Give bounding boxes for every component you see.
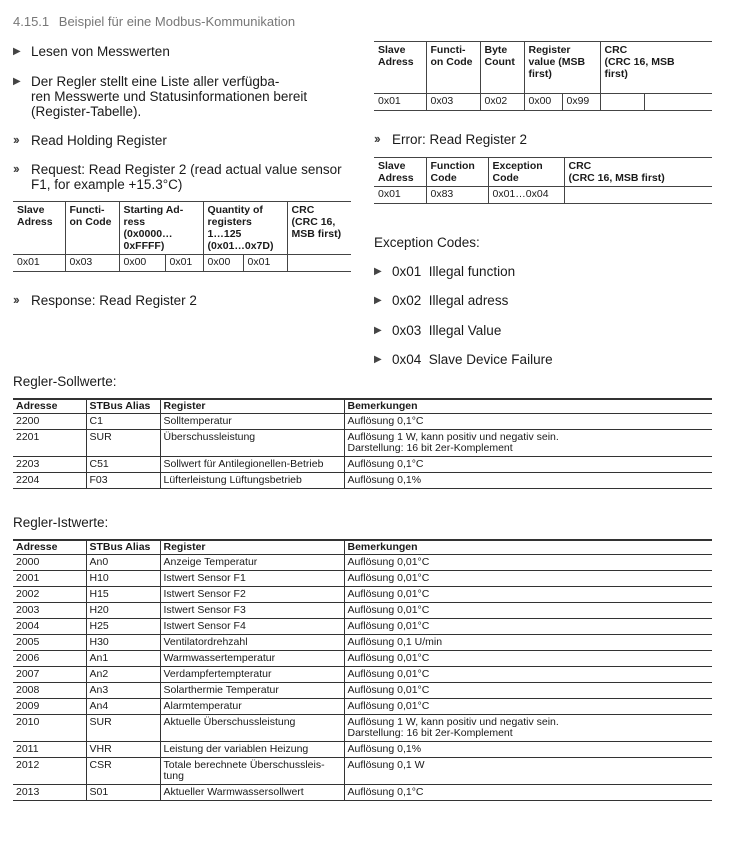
bemerkung-cell: Auflösung 0,01°C (344, 603, 712, 619)
adresse-cell: 2203 (13, 457, 86, 473)
bemerkung-cell: Auflösung 0,01°C (344, 683, 712, 699)
response-table (374, 41, 712, 111)
register-cell: Sollwert für Antilegionellen-Betrieb (160, 457, 344, 473)
cell (644, 94, 712, 111)
cell: 0x03 (426, 94, 480, 111)
bemerkung-cell: Auflösung 0,01°C (344, 699, 712, 715)
exception-item (374, 352, 714, 367)
adresse-cell: 2013 (13, 785, 86, 801)
section-title: Beispiel für eine Modbus-Kommunikation (58, 14, 296, 29)
alias-cell: VHR (86, 742, 160, 758)
bemerkung-cell: Auflösung 0,01°C (344, 651, 712, 667)
triangle-bullet-icon: ▶ (13, 76, 21, 87)
header-function-code: Functi- on Code (426, 42, 480, 94)
table-row (13, 785, 712, 801)
bemerkung-cell: Auflösung 0,01°C (344, 667, 712, 683)
bemerkung-cell: Auflösung 0,1% (344, 742, 712, 758)
adresse-cell: 2002 (13, 587, 86, 603)
table-row (13, 414, 712, 430)
cell: 0x01 (165, 255, 203, 272)
alias-cell: An0 (86, 555, 160, 571)
cell: 0x00 (203, 255, 243, 272)
exception-text: 0x01 Illegal function (392, 264, 516, 279)
adresse-cell: 2006 (13, 651, 86, 667)
response-label: Response: Read Register 2 (31, 293, 197, 308)
section-number: 4.15.1 (13, 14, 50, 29)
table-row (13, 699, 712, 715)
bullet-line: (Register-Tabelle). (31, 104, 142, 119)
header-bemerkungen: Bemerkungen (344, 540, 712, 555)
adresse-cell: 2008 (13, 683, 86, 699)
cell (287, 255, 351, 272)
alias-cell: CSR (86, 758, 160, 785)
cell (600, 94, 644, 111)
error-title-row (374, 132, 714, 147)
bemerkung-cell: Auflösung 1 W, kann positiv und negativ sein. Darstellung: 16 bit 2er-Komplement (344, 430, 712, 457)
header-stbus-alias: STBus Alias (86, 399, 160, 414)
table-row (13, 603, 712, 619)
exception-item (374, 323, 714, 338)
adresse-cell: 2004 (13, 619, 86, 635)
adresse-cell: 2005 (13, 635, 86, 651)
table-row (13, 473, 712, 489)
register-cell: Solltemperatur (160, 414, 344, 430)
bullet-read-values (13, 44, 353, 59)
cell: 0x01…0x04 (488, 187, 564, 204)
bemerkung-cell: Auflösung 0,01°C (344, 555, 712, 571)
bullet-line: ren Messwerte und Statusinformationen bereit (31, 89, 308, 104)
alias-cell: F03 (86, 473, 160, 489)
sollwerte-title: Regler-Sollwerte: (13, 374, 117, 389)
header-function-code: Function Code (426, 158, 488, 187)
alias-cell: H25 (86, 619, 160, 635)
cell: 0x03 (65, 255, 119, 272)
exception-text: 0x04 Slave Device Failure (392, 352, 553, 367)
bemerkung-cell: Auflösung 0,01°C (344, 619, 712, 635)
request-line: Request: Read Register 2 (read actual value sensor (31, 162, 342, 177)
header-register: Register (160, 540, 344, 555)
bullet-line: Der Regler stellt eine Liste aller verfügba- (31, 74, 280, 89)
table-row (13, 255, 351, 272)
alias-cell: H15 (86, 587, 160, 603)
adresse-cell: 2009 (13, 699, 86, 715)
cell: 0x99 (562, 94, 600, 111)
request-table (13, 201, 351, 272)
double-chevron-icon: ›› (374, 131, 379, 146)
bullet-register-list (13, 74, 353, 119)
header-crc: CRC (CRC 16, MSB first) (287, 202, 351, 255)
register-cell: Istwert Sensor F3 (160, 603, 344, 619)
header-starting-adress: Starting Ad- ress (0x0000… 0xFFFF) (119, 202, 203, 255)
alias-cell: H20 (86, 603, 160, 619)
register-cell: Istwert Sensor F1 (160, 571, 344, 587)
table-row (13, 758, 712, 785)
alias-cell: C51 (86, 457, 160, 473)
table-row (13, 635, 712, 651)
cell: 0x01 (243, 255, 287, 272)
triangle-bullet-icon: ▶ (374, 325, 382, 336)
table-row (13, 683, 712, 699)
istwerte-table (13, 539, 712, 801)
istwerte-title: Regler-Istwerte: (13, 515, 109, 530)
double-chevron-icon: ›› (13, 161, 18, 176)
register-cell: Leistung der variablen Heizung (160, 742, 344, 758)
exception-codes-title: Exception Codes: (374, 235, 480, 250)
triangle-bullet-icon: ▶ (374, 354, 382, 365)
header-crc: CRC (CRC 16, MSB first) (564, 158, 712, 187)
cell: 0x02 (480, 94, 524, 111)
header-register-value: Register value (MSB first) (524, 42, 600, 94)
adresse-cell: 2200 (13, 414, 86, 430)
register-cell: Totale berechnete Überschussleis- tung (160, 758, 344, 785)
register-cell: Anzeige Temperatur (160, 555, 344, 571)
request-description (13, 162, 353, 192)
register-cell: Alarmtemperatur (160, 699, 344, 715)
bemerkung-cell: Auflösung 0,1% (344, 473, 712, 489)
bemerkung-cell: Auflösung 0,1°C (344, 785, 712, 801)
bullet-text: Lesen von Messwerten (31, 44, 170, 59)
table-row (374, 94, 712, 111)
bemerkung-cell: Auflösung 1 W, kann positiv und negativ sein. Darstellung: 16 bit 2er-Komplement (344, 715, 712, 742)
header-crc: CRC (CRC 16, MSB first) (600, 42, 712, 94)
triangle-bullet-icon: ▶ (13, 46, 21, 57)
cell: 0x83 (426, 187, 488, 204)
header-stbus-alias: STBus Alias (86, 540, 160, 555)
response-label-row (13, 293, 353, 308)
header-slave-adress: Slave Adress (378, 160, 414, 184)
adresse-cell: 2003 (13, 603, 86, 619)
table-row (13, 587, 712, 603)
register-cell: Istwert Sensor F2 (160, 587, 344, 603)
register-cell: Aktueller Warmwassersollwert (160, 785, 344, 801)
read-holding-label: Read Holding Register (31, 133, 167, 148)
register-cell: Solarthermie Temperatur (160, 683, 344, 699)
header-slave-adress: Slave Adress (17, 204, 53, 228)
alias-cell: An1 (86, 651, 160, 667)
alias-cell: An2 (86, 667, 160, 683)
table-row (13, 457, 712, 473)
alias-cell: SUR (86, 430, 160, 457)
table-row (13, 715, 712, 742)
header-byte-count: Byte Count (480, 42, 524, 94)
request-line: F1, for example +15.3°C) (31, 177, 183, 192)
register-cell: Aktuelle Überschussleistung (160, 715, 344, 742)
triangle-bullet-icon: ▶ (374, 295, 382, 306)
cell: 0x00 (524, 94, 562, 111)
alias-cell: An4 (86, 699, 160, 715)
adresse-cell: 2007 (13, 667, 86, 683)
register-cell: Istwert Sensor F4 (160, 619, 344, 635)
header-bemerkungen: Bemerkungen (344, 399, 712, 414)
header-function-code: Functi- on Code (65, 202, 119, 255)
header-adresse: Adresse (13, 540, 86, 555)
double-chevron-icon: ›› (13, 292, 18, 307)
adresse-cell: 2001 (13, 571, 86, 587)
table-row (13, 651, 712, 667)
table-row (13, 619, 712, 635)
alias-cell: H30 (86, 635, 160, 651)
exception-text: 0x02 Illegal adress (392, 293, 509, 308)
exception-item (374, 264, 714, 279)
register-cell: Warmwassertemperatur (160, 651, 344, 667)
bemerkung-cell: Auflösung 0,1 U/min (344, 635, 712, 651)
exception-item (374, 293, 714, 308)
header-quantity: Quantity of registers 1…125 (0x01…0x7D) (203, 202, 287, 255)
alias-cell: An3 (86, 683, 160, 699)
alias-cell: SUR (86, 715, 160, 742)
register-cell: Überschussleistung (160, 430, 344, 457)
table-row (13, 742, 712, 758)
alias-cell: H10 (86, 571, 160, 587)
table-row (13, 555, 712, 571)
adresse-cell: 2011 (13, 742, 86, 758)
alias-cell: C1 (86, 414, 160, 430)
double-chevron-icon: ›› (13, 132, 18, 147)
alias-cell: S01 (86, 785, 160, 801)
header-exception-code: Exception Code (488, 158, 564, 187)
cell: 0x01 (17, 256, 40, 268)
adresse-cell: 2010 (13, 715, 86, 742)
table-row (13, 667, 712, 683)
read-holding-register (13, 133, 353, 148)
table-row (13, 571, 712, 587)
exception-text: 0x03 Illegal Value (392, 323, 502, 338)
bemerkung-cell: Auflösung 0,01°C (344, 571, 712, 587)
cell: 0x01 (378, 95, 401, 107)
header-adresse: Adresse (13, 399, 86, 414)
register-cell: Lüfterleistung Lüftungsbetrieb (160, 473, 344, 489)
adresse-cell: 2201 (13, 430, 86, 457)
error-table (374, 157, 712, 204)
adresse-cell: 2000 (13, 555, 86, 571)
adresse-cell: 2204 (13, 473, 86, 489)
register-cell: Verdampfertempteratur (160, 667, 344, 683)
cell: 0x00 (119, 255, 165, 272)
register-cell: Ventilatordrehzahl (160, 635, 344, 651)
table-row (13, 430, 712, 457)
bemerkung-cell: Auflösung 0,01°C (344, 587, 712, 603)
error-title: Error: Read Register 2 (392, 132, 528, 147)
sollwerte-table (13, 398, 712, 489)
table-row (374, 187, 712, 204)
section-heading (13, 14, 295, 29)
cell: 0x01 (378, 188, 401, 200)
bemerkung-cell: Auflösung 0,1 W (344, 758, 712, 785)
header-slave-adress: Slave Adress (378, 44, 414, 68)
triangle-bullet-icon: ▶ (374, 266, 382, 277)
bemerkung-cell: Auflösung 0,1°C (344, 457, 712, 473)
adresse-cell: 2012 (13, 758, 86, 785)
cell (564, 187, 712, 204)
header-register: Register (160, 399, 344, 414)
bemerkung-cell: Auflösung 0,1°C (344, 414, 712, 430)
